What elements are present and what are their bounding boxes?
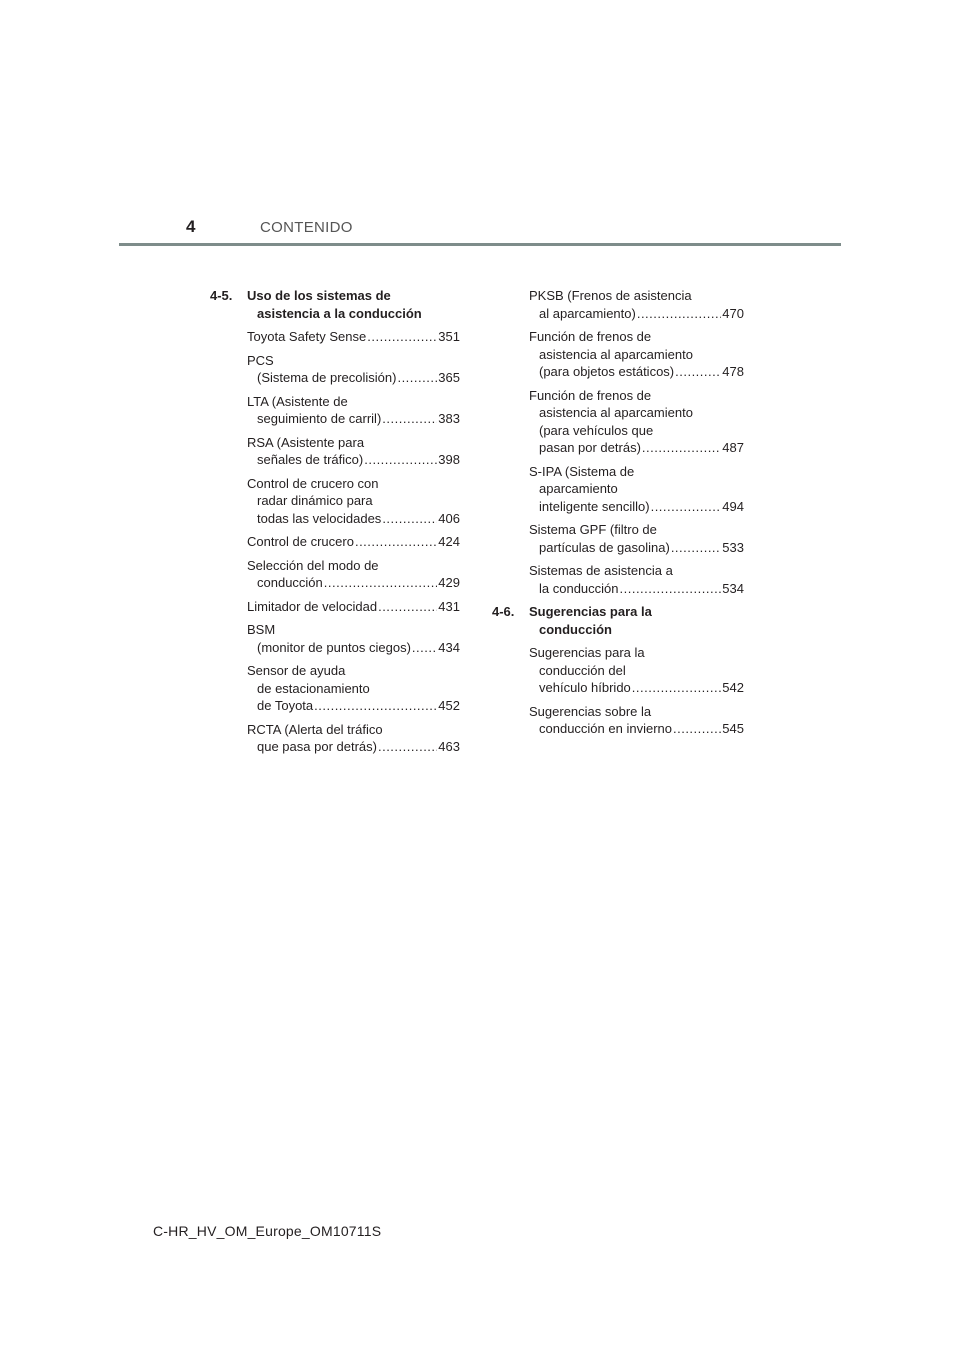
toc-entry-text: de Toyota <box>257 698 314 713</box>
toc-entry-row <box>247 574 460 592</box>
toc-entry-text: asistencia al aparcamiento <box>539 405 693 420</box>
header-divider <box>119 243 841 246</box>
toc-entry-row <box>529 305 744 323</box>
toc-entry-row <box>247 697 460 715</box>
toc-entry-text: Control de crucero <box>247 534 354 549</box>
toc-entry-text: conducción del <box>539 662 626 678</box>
toc-entry[interactable] <box>210 475 460 528</box>
toc-entry-text: Función de frenos de <box>529 329 652 344</box>
toc-entry-row <box>247 510 460 528</box>
dot-leader <box>364 451 437 469</box>
toc-entry-text: vehículo híbrido <box>539 680 631 695</box>
toc-page-number: 424 <box>438 534 460 549</box>
toc-entry-text: (monitor de puntos ciegos) <box>257 639 411 655</box>
toc-page-number: 431 <box>438 598 460 614</box>
toc-section-heading <box>210 287 460 322</box>
toc-page-number: 542 <box>722 680 744 695</box>
toc-entry[interactable] <box>210 393 460 428</box>
toc-entry-row <box>247 451 460 469</box>
toc-page-number: 434 <box>438 639 460 655</box>
toc-page-number: 533 <box>722 539 744 555</box>
document-footer-code: C-HR_HV_OM_Europe_OM10711S <box>153 1223 382 1239</box>
toc-entry-text: Sistema GPF (filtro de <box>529 522 657 537</box>
page-header-title: CONTENIDO <box>260 219 353 236</box>
toc-page-number: 351 <box>438 329 460 344</box>
toc-entry-text: radar dinámico para <box>257 493 373 508</box>
toc-entry-row <box>529 439 744 457</box>
toc-entry-text: conducción en invierno <box>539 721 672 736</box>
dot-leader <box>314 697 437 715</box>
toc-entry[interactable] <box>210 533 460 551</box>
dot-leader <box>367 328 437 346</box>
toc-entry-text: Sistemas de asistencia a <box>529 563 673 578</box>
toc-right-column <box>492 287 744 744</box>
toc-entry-text: (Sistema de precolisión) <box>257 370 397 385</box>
dot-leader <box>651 498 722 516</box>
toc-entry-text: la conducción <box>539 580 619 596</box>
toc-entry[interactable] <box>492 562 744 597</box>
dot-leader <box>671 539 721 557</box>
toc-page-number: 452 <box>438 698 460 713</box>
toc-entry[interactable] <box>210 721 460 756</box>
toc-entry[interactable] <box>210 557 460 592</box>
toc-entry[interactable] <box>492 521 744 556</box>
toc-page-number: 463 <box>438 739 460 754</box>
section-number: 4-5. <box>210 288 233 303</box>
toc-entry-text: Sensor de ayuda <box>247 663 346 678</box>
toc-section-heading <box>492 603 744 638</box>
toc-entry-text: que pasa por detrás) <box>257 739 377 754</box>
toc-entry-row <box>247 533 460 551</box>
dot-leader <box>673 720 721 738</box>
toc-page-number: 487 <box>722 440 744 455</box>
toc-entry-text: Toyota Safety Sense <box>247 329 367 344</box>
toc-entry-text: de estacionamiento <box>257 680 370 696</box>
toc-entry-row <box>247 598 460 616</box>
toc-page-number: 365 <box>438 370 460 385</box>
toc-entry-text: Función de frenos de <box>529 387 652 403</box>
toc-entry-text: Sugerencias sobre la <box>529 703 652 719</box>
toc-entry[interactable] <box>492 644 744 697</box>
toc-page-number: 534 <box>722 580 744 596</box>
toc-entry-text: seguimiento de carril) <box>257 411 382 426</box>
dot-leader <box>637 305 721 323</box>
toc-entry-row <box>247 369 460 387</box>
toc-entry[interactable] <box>492 328 744 381</box>
toc-entry-text: al aparcamiento) <box>539 305 636 321</box>
toc-entry[interactable] <box>210 621 460 656</box>
toc-entry-row <box>529 363 744 381</box>
toc-entry-list <box>492 644 744 738</box>
section-title-line: conducción <box>539 621 612 637</box>
toc-entry[interactable] <box>210 352 460 387</box>
toc-entry[interactable] <box>492 287 744 322</box>
toc-entry-text: RCTA (Alerta del tráfico <box>247 721 383 737</box>
toc-entry-text: partículas de gasolina) <box>539 539 670 555</box>
dot-leader <box>620 580 722 598</box>
section-number: 4-6. <box>492 604 515 619</box>
toc-page-number: 383 <box>438 411 460 426</box>
dot-leader <box>412 639 437 657</box>
toc-entry-text: conducción <box>257 575 323 590</box>
toc-entry[interactable] <box>492 387 744 457</box>
toc-entry[interactable] <box>210 434 460 469</box>
toc-entry-list <box>492 287 744 597</box>
dot-leader <box>397 369 437 387</box>
toc-page-number: 478 <box>722 364 744 379</box>
toc-entry-text: Sugerencias para la <box>529 645 645 660</box>
toc-entry-list <box>210 328 460 756</box>
dot-leader <box>355 533 437 551</box>
toc-entry-text: RSA (Asistente para <box>247 434 365 450</box>
toc-entry-row <box>529 720 744 738</box>
dot-leader <box>378 738 437 756</box>
toc-entry-row <box>529 498 744 516</box>
toc-entry-text: LTA (Asistente de <box>247 393 348 409</box>
toc-entry-text: señales de tráfico) <box>257 452 364 467</box>
toc-entry-row <box>529 580 744 598</box>
toc-entry[interactable] <box>210 328 460 346</box>
section-title-line: asistencia a la conducción <box>257 305 422 321</box>
toc-entry-text: (para vehículos que <box>539 422 654 438</box>
toc-entry-text: PCS <box>247 352 274 368</box>
toc-entry-text: BSM <box>247 622 276 637</box>
toc-entry-text: Control de crucero con <box>247 475 379 491</box>
toc-entry-text: pasan por detrás) <box>539 440 641 455</box>
dot-leader <box>642 439 721 457</box>
toc-entry-row <box>247 328 460 346</box>
toc-entry-row <box>247 639 460 657</box>
dot-leader <box>632 679 722 697</box>
toc-entry[interactable] <box>210 662 460 715</box>
toc-entry-text: Limitador de velocidad <box>247 598 378 614</box>
toc-entry-text: Selección del modo de <box>247 557 379 573</box>
toc-left-column <box>210 287 460 762</box>
toc-entry[interactable] <box>210 598 460 616</box>
dot-leader <box>675 363 721 381</box>
section-title-line: Sugerencias para la <box>529 604 652 619</box>
section-title-line: Uso de los sistemas de <box>247 288 391 303</box>
toc-page-number: 494 <box>722 498 744 514</box>
dot-leader <box>378 598 437 616</box>
toc-entry[interactable] <box>492 463 744 516</box>
toc-page-number: 429 <box>438 575 460 590</box>
toc-page-number: 470 <box>722 305 744 321</box>
dot-leader <box>324 574 438 592</box>
toc-entry-row <box>247 410 460 428</box>
toc-entry-row <box>529 539 744 557</box>
toc-entry-text: S-IPA (Sistema de <box>529 463 635 479</box>
toc-entry-row <box>529 679 744 697</box>
toc-entry-text: todas las velocidades <box>257 510 382 526</box>
toc-entry-row <box>247 738 460 756</box>
dot-leader <box>382 510 437 528</box>
toc-entry-text: asistencia al aparcamiento <box>539 346 693 362</box>
toc-page-number: 545 <box>722 721 744 736</box>
toc-entry-text: (para objetos estáticos) <box>539 364 675 379</box>
dot-leader <box>382 410 437 428</box>
toc-entry-text: inteligente sencillo) <box>539 498 650 514</box>
toc-entry-text: aparcamiento <box>539 481 618 496</box>
toc-page-number: 398 <box>438 452 460 467</box>
toc-entry-text: PKSB (Frenos de asistencia <box>529 288 692 303</box>
toc-page-number: 406 <box>438 510 460 526</box>
page-number: 4 <box>186 217 196 236</box>
toc-entry[interactable] <box>492 703 744 738</box>
